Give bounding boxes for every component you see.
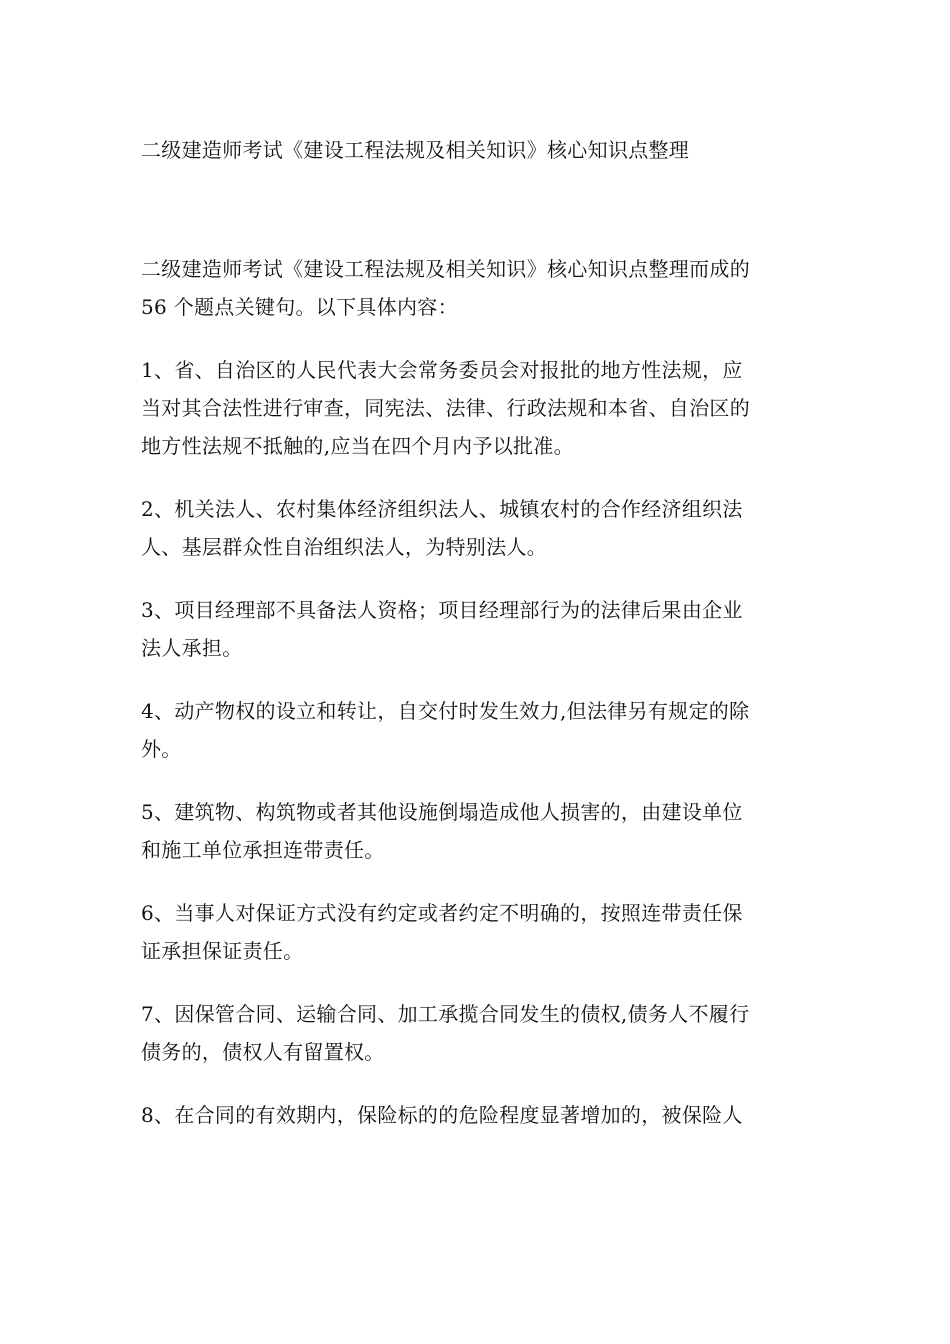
item-line: 5、建筑物、构筑物或者其他设施倒塌造成他人损害的，由建设单位 (141, 800, 743, 824)
document-title: 二级建造师考试《建设工程法规及相关知识》核心知识点整理 (141, 138, 690, 162)
item-paragraph-6 (141, 894, 821, 970)
item-paragraph-1 (141, 351, 821, 465)
item-line: 外。 (141, 737, 182, 761)
intro-paragraph (141, 250, 821, 326)
item-line: 1、省、自治区的人民代表大会常务委员会对报批的地方性法规，应 (141, 358, 743, 382)
item-line: 7、因保管合同、运输合同、加工承揽合同发生的债权,债务人不履行 (141, 1002, 750, 1026)
item-line: 人、基层群众性自治组织法人，为特别法人。 (141, 535, 547, 559)
item-line: 地方性法规不抵触的,应当在四个月内予以批准。 (141, 434, 574, 458)
item-paragraph-2 (141, 490, 821, 566)
item-paragraph-5 (141, 793, 821, 869)
item-paragraph-3 (141, 591, 821, 667)
item-line: 和施工单位承担连带责任。 (141, 838, 385, 862)
item-line: 证承担保证责任。 (141, 939, 304, 963)
item-line: 当对其合法性进行审查，同宪法、法律、行政法规和本省、自治区的 (141, 396, 750, 420)
item-line: 2、机关法人、农村集体经济组织法人、城镇农村的合作经济组织法 (141, 497, 743, 521)
item-line: 债务的，债权人有留置权。 (141, 1040, 385, 1064)
item-line: 4、动产物权的设立和转让，自交付时发生效力,但法律另有规定的除 (141, 699, 750, 723)
item-line: 法人承担。 (141, 636, 243, 660)
item-paragraph-4 (141, 692, 821, 768)
item-paragraph-7 (141, 995, 821, 1071)
item-line: 8、在合同的有效期内，保险标的的危险程度显著增加的，被保险人 (141, 1103, 743, 1127)
intro-line: 二级建造师考试《建设工程法规及相关知识》核心知识点整理而成的 (141, 257, 750, 281)
intro-line: 56 个题点关键句。以下具体内容： (141, 295, 458, 319)
document-body (141, 250, 821, 1159)
item-line: 6、当事人对保证方式没有约定或者约定不明确的，按照连带责任保 (141, 901, 743, 925)
item-paragraph-8 (141, 1096, 821, 1134)
item-line: 3、项目经理部不具备法人资格；项目经理部行为的法律后果由企业 (141, 598, 743, 622)
